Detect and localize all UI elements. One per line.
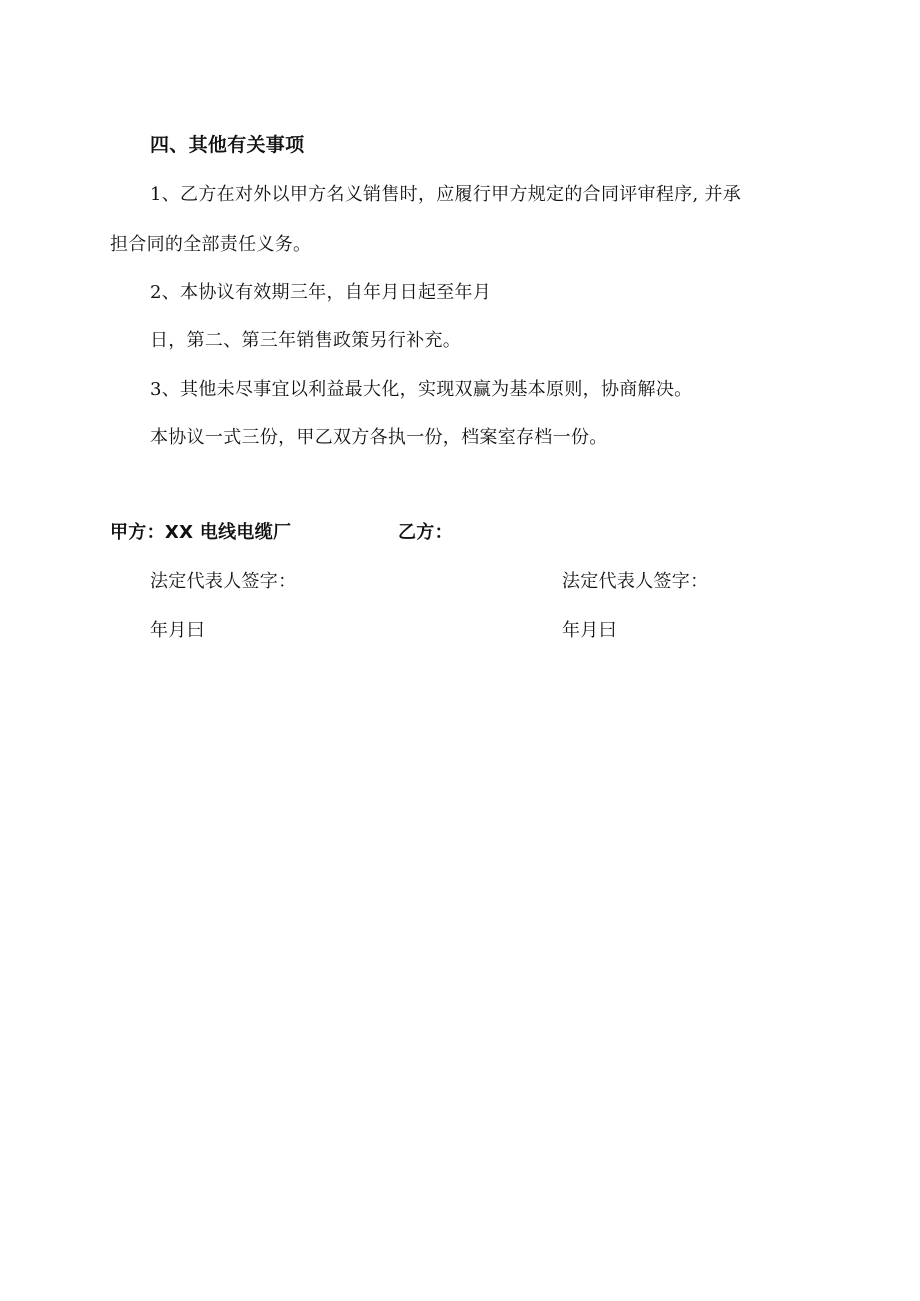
party-b-label: 乙方：: [398, 522, 453, 543]
section-heading: 四、其他有关事项: [150, 134, 305, 156]
copies-paragraph: 本协议一式三份，甲乙双方各执一份，档案室存档一份。: [150, 427, 608, 448]
item2-line1: 2、本协议有效期三年，自年月日起至年月: [150, 282, 492, 303]
item3-paragraph: 3、其他未尽事宜以利益最大化，实现双赢为基本原则，协商解决。: [150, 379, 693, 400]
party-a-representative-signature: 法定代表人签字：: [150, 571, 297, 592]
item1-line1: 1、乙方在对外以甲方名义销售时，应履行甲方规定的合同评审程序, 并承: [150, 184, 742, 205]
party-a-date: 年月曰: [150, 620, 205, 641]
party-b-date: 年月曰: [562, 620, 617, 641]
party-b-representative-signature: 法定代表人签字：: [562, 571, 709, 592]
party-a-label: 甲方：XX 电线电缆厂: [110, 522, 292, 543]
item1-line2: 担合同的全部责任义务。: [110, 234, 312, 255]
item2-line2: 日，第二、第三年销售政策另行补充。: [150, 330, 462, 351]
